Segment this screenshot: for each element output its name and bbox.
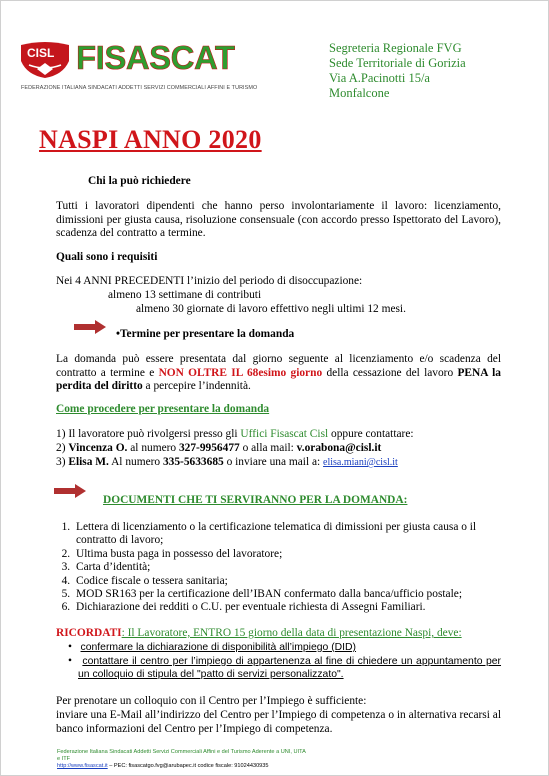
procedure-heading: Come procedere per presentare la domanda xyxy=(56,403,270,415)
requirements-heading: Quali sono i requisiti xyxy=(56,251,158,263)
contact-email-link[interactable]: elisa.miani@cisl.it xyxy=(323,457,398,468)
footer-line-2: e ITF xyxy=(57,756,71,762)
procedure-item-1 xyxy=(56,428,414,442)
list-item: 3. Carta d’identità; xyxy=(73,561,513,574)
footer-contact: – PEC: fisascatgo.fvg@arubapec.it codice fiscale: 91024430935 xyxy=(107,763,269,769)
address-line: Sede Territoriale di Gorizia xyxy=(329,56,466,70)
closing-line-1: Per prenotare un colloquio con il Centro per l’Impiego è sufficiente: xyxy=(56,695,367,707)
list-item: 4. Codice fiscale o tessera sanitaria; xyxy=(73,575,513,588)
office-address xyxy=(329,41,466,101)
deadline-heading-text: Termine per presentare la domanda xyxy=(120,328,295,340)
mail-label: o inviare una mail a: xyxy=(223,456,324,468)
contact-email[interactable]: v.orabona@cisl.it xyxy=(296,442,382,454)
procedure-item-3 xyxy=(56,456,398,470)
deadline-text-a: La domanda può essere presentata dal giorno seguente al licenziamento e/o scadenza del contratto a termine e xyxy=(56,353,501,379)
reminder-box xyxy=(56,627,501,682)
reminder-text: : Il Lavoratore, ENTRO 15 giorno della data di presentazione Naspi, deve: xyxy=(121,627,462,639)
list-item: 6. Dichiarazione dei redditi o C.U. per eventuale richiesta di Assegni Familiari. xyxy=(73,601,513,614)
who-heading: Chi la può richiedere xyxy=(88,175,191,187)
item-number: 3) xyxy=(56,456,69,468)
requirement-weeks: almeno 13 settimane di contributi xyxy=(108,289,262,301)
deadline-highlight: NON OLTRE IL 68esimo giorno xyxy=(158,366,323,379)
list-item: 5. MOD SR163 per la certificazione dell’IBAN confermato dalla banca/ufficio postale; xyxy=(73,588,513,601)
list-item: 2. Ultima busta paga in possesso del lavoratore; xyxy=(73,548,513,561)
deadline-penalty: PENA la perdita del diritto xyxy=(56,366,501,393)
requirements-intro: Nei 4 ANNI PRECEDENTI l’inizio del periodo di disoccupazione: xyxy=(56,275,363,287)
reminder-bullet: • confermare la dichiarazione di disponibilità all’impiego (DID) xyxy=(68,640,357,653)
reminder-label: RICORDATI xyxy=(56,627,122,639)
address-line: Monfalcone xyxy=(329,86,390,100)
website-link[interactable]: http://www.fisascat.it xyxy=(57,763,108,769)
procedure-item-1-end: oppure contattare: xyxy=(328,428,414,440)
phone-label: al numero xyxy=(127,442,179,454)
footer-line-1: Federazione Italiana Sindacati Addetti Servizi Commerciali Affini e del Turismo Aderente a UNI, UITA xyxy=(57,749,306,755)
documents-heading: DOCUMENTI CHE TI SERVIRANNO PER LA DOMANDA: xyxy=(103,494,408,506)
fisascat-offices: Uffici Fisascat Cisl xyxy=(240,428,329,440)
arrow-icon xyxy=(53,483,87,499)
contact-name: Elisa M. xyxy=(68,456,109,468)
phone-label: Al numero xyxy=(108,456,163,468)
reminder-bullet-text: confermare la dichiarazione di disponibilità all’impiego (DID) xyxy=(80,641,357,653)
reminder-bullet: • contattare il centro per l’impiego di appartenenza al fine di chiedere un appuntamento per un colloquio di stipula del "patto di servizi personalizzato". xyxy=(68,654,502,681)
contact-phone: 327-9956477 xyxy=(178,442,240,454)
reminder-bullet-text: contattare il centro per l’impiego di appartenenza al fine di chiedere un appuntamento per un colloquio di stipula del "patto di servizi personalizzato". xyxy=(78,655,502,681)
deadline-text xyxy=(56,353,501,394)
deadline-heading: •Termine per presentare la domanda xyxy=(116,328,295,340)
procedure-item-1-text: 1) Il lavoratore può rivolgersi presso gli xyxy=(56,428,241,440)
documents-list xyxy=(59,521,513,615)
who-text: Tutti i lavoratori dipendenti che hanno perso involontariamente il lavoro: licenziamento, dimissioni per giusta causa, risoluzione consensuale (con accordo presso Ispettorato del Lavoro), scadenza del contratto a termine. xyxy=(56,200,501,240)
deadline-text-b: della cessazione del lavoro xyxy=(322,366,458,379)
procedure-item-2 xyxy=(56,442,381,456)
item-number: 2) xyxy=(56,442,69,454)
cisl-label: CISL xyxy=(27,46,55,60)
brand-name: FISASCAT xyxy=(76,39,235,76)
arrow-icon xyxy=(73,319,107,335)
requirement-days: almeno 30 giornate di lavoro effettivo negli ultimi 12 mesi. xyxy=(136,303,406,315)
address-line: Segreteria Regionale FVG xyxy=(329,41,462,55)
deadline-text-c: a percepire l’indennità. xyxy=(142,380,251,393)
footer-line-3 xyxy=(57,763,306,770)
contact-phone: 335-5633685 xyxy=(162,456,224,468)
footer xyxy=(57,749,306,770)
list-item: 1. Lettera di licenziamento o la certificazione telematica di dimissioni per giusta causa o il contratto di lavoro; xyxy=(73,521,513,548)
contact-name: Vincenza O. xyxy=(68,442,128,454)
address-line: Via A.Pacinotti 15/a xyxy=(329,71,430,85)
page-title: NASPI ANNO 2020 xyxy=(39,125,262,154)
closing-line-2: inviare una E-Mail all’indirizzo del Centro per l’Impiego di competenza o in alternativa recarsi al banco informazioni del Centro per l’Impiego di competenza. xyxy=(56,709,501,735)
reminder-intro xyxy=(56,627,501,641)
mail-label: o alla mail: xyxy=(239,442,297,454)
fisascat-logo xyxy=(19,35,261,95)
brand-subtitle: FEDERAZIONE ITALIANA SINDACATI ADDETTI SERVIZI COMMERCIALI AFFINI E TURISMO xyxy=(21,85,258,91)
